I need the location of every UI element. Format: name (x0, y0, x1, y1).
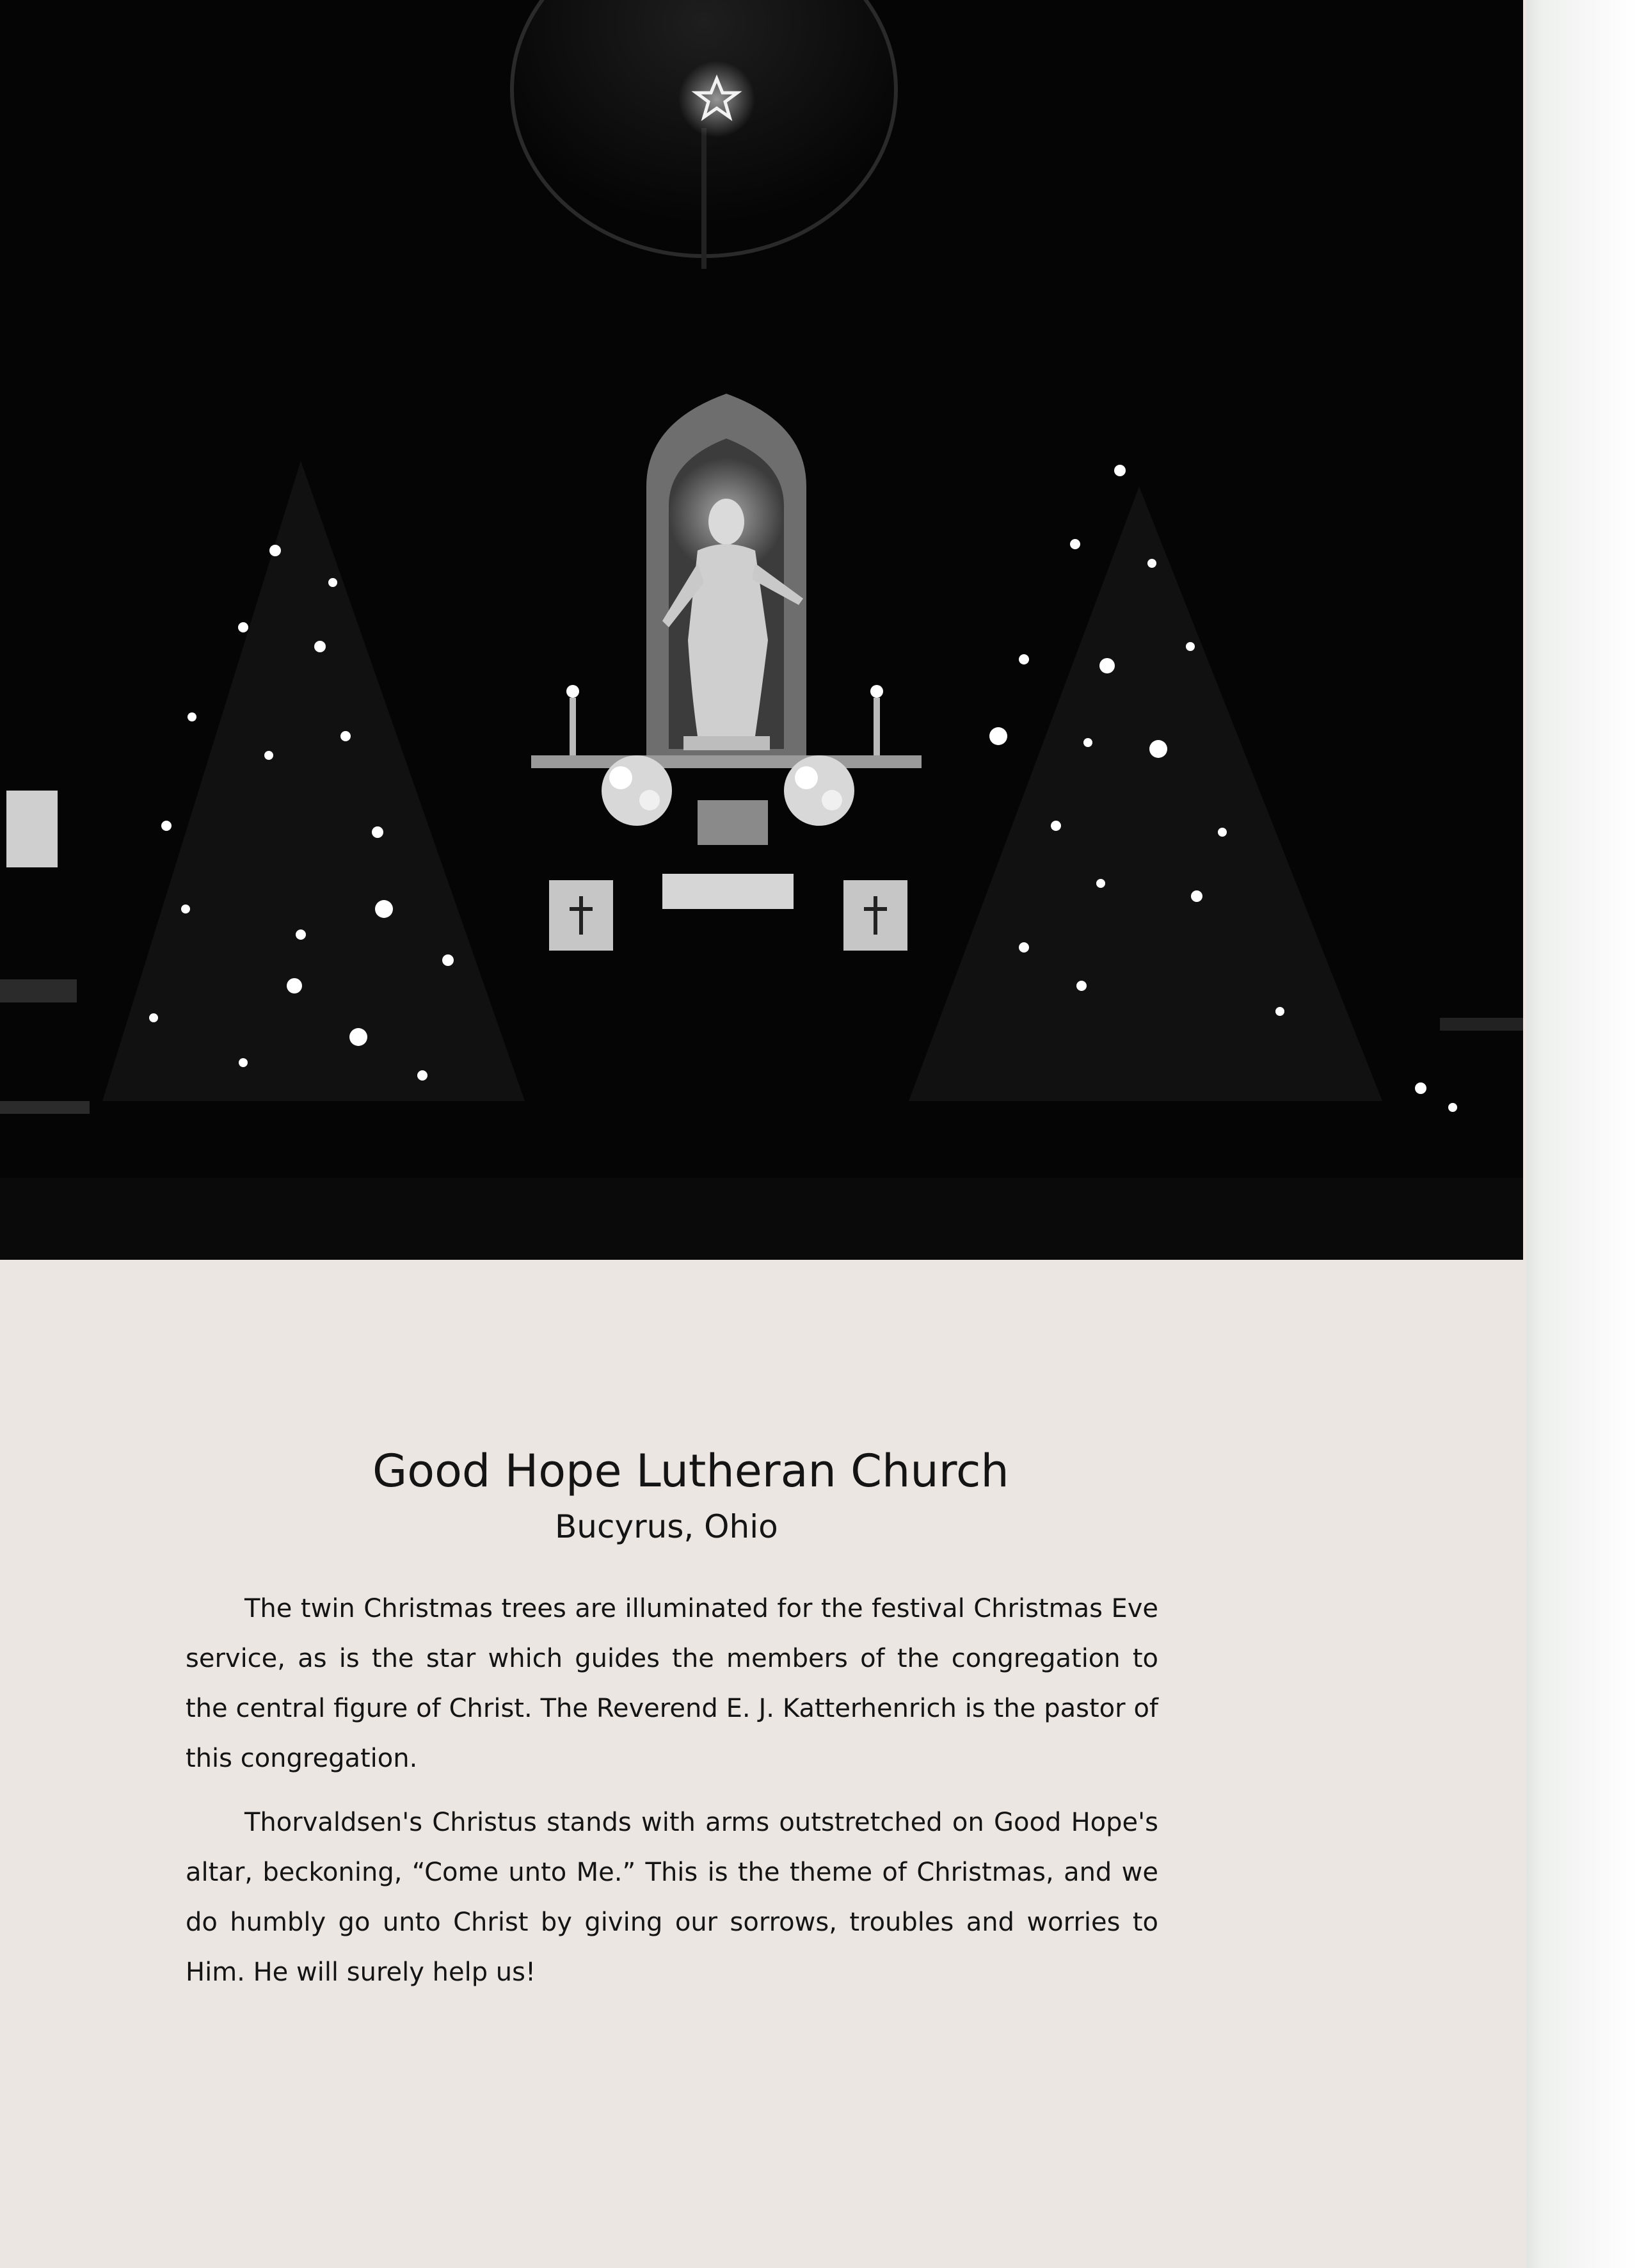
church-location: Bucyrus, Ohio (555, 1508, 778, 1545)
scan-background-edge (1517, 0, 1637, 2268)
church-title: Good Hope Lutheran Church (372, 1445, 1009, 1497)
caption-block (186, 1440, 1158, 2011)
hymn-board (6, 791, 58, 867)
caption-paragraph: The twin Christmas trees are illuminated for the festival Christmas Eve service, as is the star which guides the members of the congregation to the central figure of Christ. The Reverend E. J. Katterhenrich is the pastor of this congregation. (186, 1594, 1158, 1773)
caption-paragraph: Thorvaldsen's Christus stands with arms outstretched on Good Hope's altar, beckoning, “Come unto Me.” This is the theme of Christmas, and we do humbly go unto Christ by giving our sorrows, troubles and worries to Him. He will surely help us! (186, 1808, 1158, 1987)
star-light (678, 61, 755, 138)
